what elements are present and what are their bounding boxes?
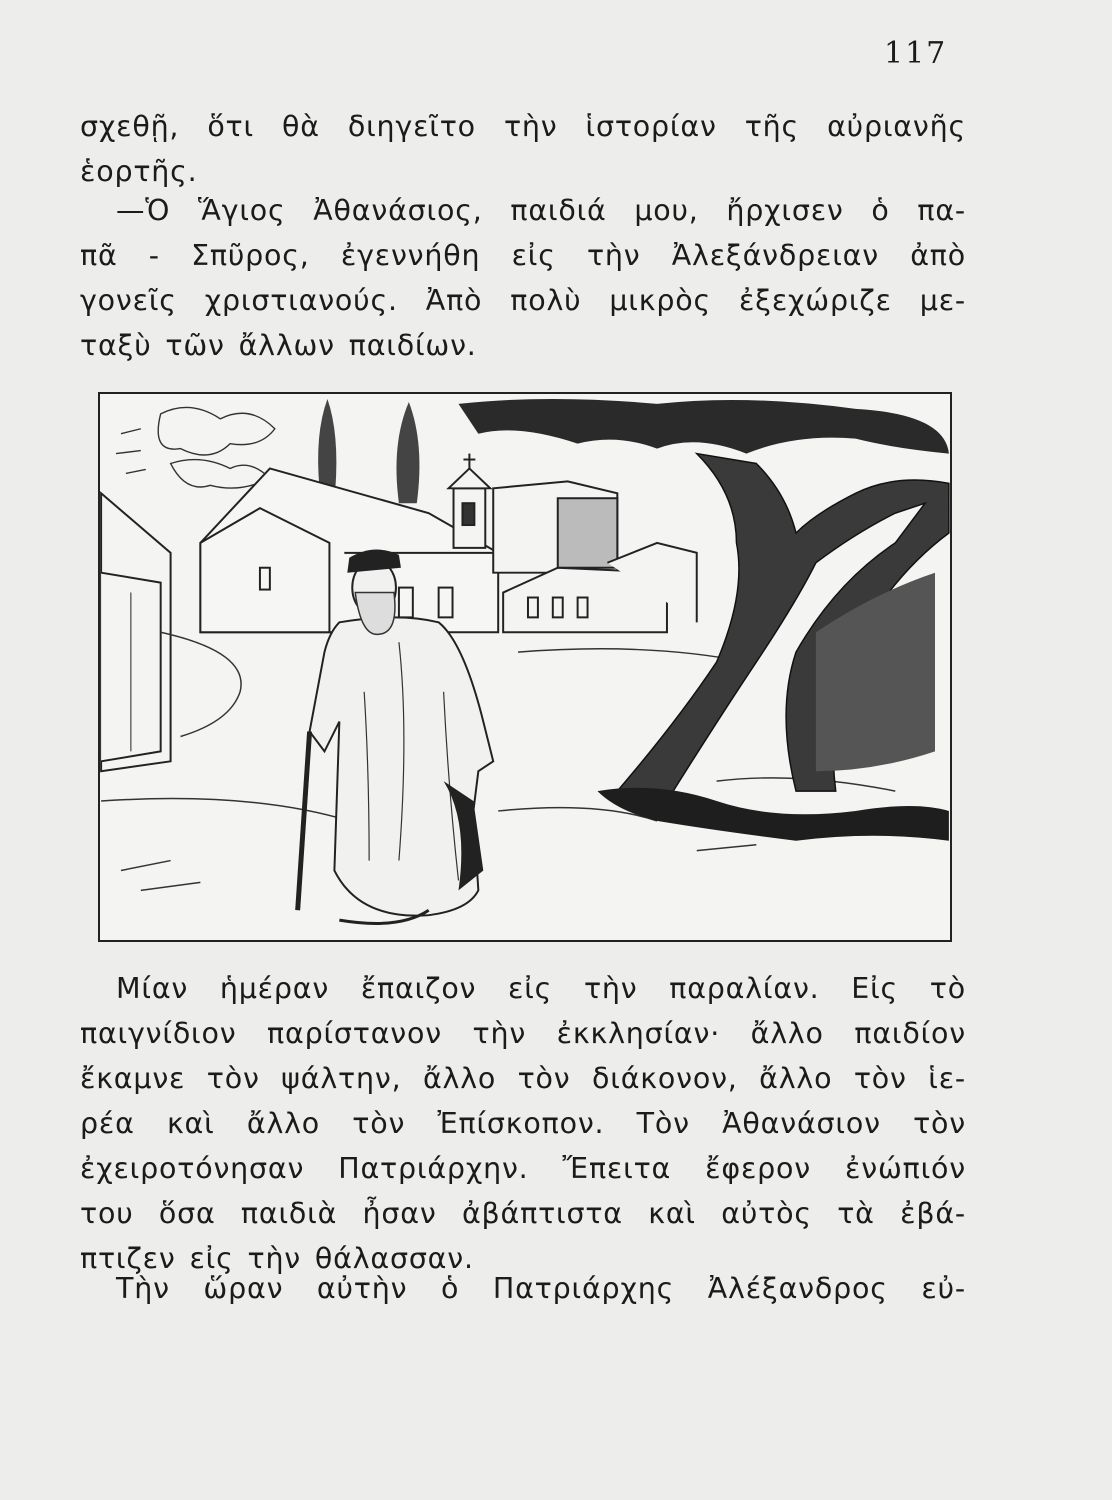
text-line: σχεθῇ, ὅτι θὰ διηγεῖτο τὴν ἱστορίαν τῆς αὐριανῆς <box>80 110 966 143</box>
paragraph-4 <box>80 1266 966 1311</box>
right-buildings <box>493 481 697 632</box>
text-line: ἑορτῆς. <box>80 155 198 188</box>
paragraph-1 <box>80 104 966 194</box>
text-line: ρέα καὶ ἄλλο τὸν Ἐπίσκοπον. Τὸν Ἀθανάσιον τὸν <box>80 1107 966 1140</box>
text-line: πτιζεν εἰς τὴν θάλασσαν. <box>80 1242 474 1275</box>
paragraph-2 <box>80 188 966 368</box>
ground <box>101 632 895 890</box>
illustration-priest-walking <box>98 392 952 942</box>
text-line: παιγνίδιον παρίστανον τὴν ἐκκλησίαν· ἄλλο παιδίον <box>80 1017 966 1050</box>
text-line: Μίαν ἡμέραν ἔπαιζον εἰς τὴν παραλίαν. Εἰς τὸ <box>116 972 966 1005</box>
text-line: πᾶ - Σπῦρος, ἐγεννήθη εἰς τὴν Ἀλεξάνδρειαν ἀπὸ <box>80 239 966 272</box>
text-line: γονεῖς χριστιανούς. Ἀπὸ πολὺ μικρὸς ἐξεχώριζε με- <box>80 284 966 317</box>
page-number: 117 <box>884 36 948 71</box>
bell-tower <box>449 454 491 548</box>
text-line: Τὴν ὥραν αὐτὴν ὁ Πατριάρχης Ἀλέξανδρος εὐ- <box>116 1272 966 1305</box>
paragraph-3 <box>80 966 966 1281</box>
text-line: του ὅσα παιδιὰ ἦσαν ἀβάπτιστα καὶ αὐτὸς τὰ ἐβά- <box>80 1197 966 1230</box>
text-line: ταξὺ τῶν ἄλλων παιδίων. <box>80 329 477 362</box>
illustration-drawing <box>100 394 950 940</box>
text-line: —Ὁ Ἅγιος Ἀθανάσιος, παιδιά μου, ἤρχισεν ὁ πα- <box>116 194 966 227</box>
text-line: ἔκαμνε τὸν ψάλτην, ἄλλο τὸν διάκονον, ἄλλο τὸν ἱε- <box>80 1062 966 1095</box>
clouds <box>116 407 275 488</box>
text-line: ἐχειροτόνησαν Πατριάρχην. Ἔπειτα ἔφερον ἐνώπιόν <box>80 1152 966 1185</box>
left-building <box>101 493 170 771</box>
